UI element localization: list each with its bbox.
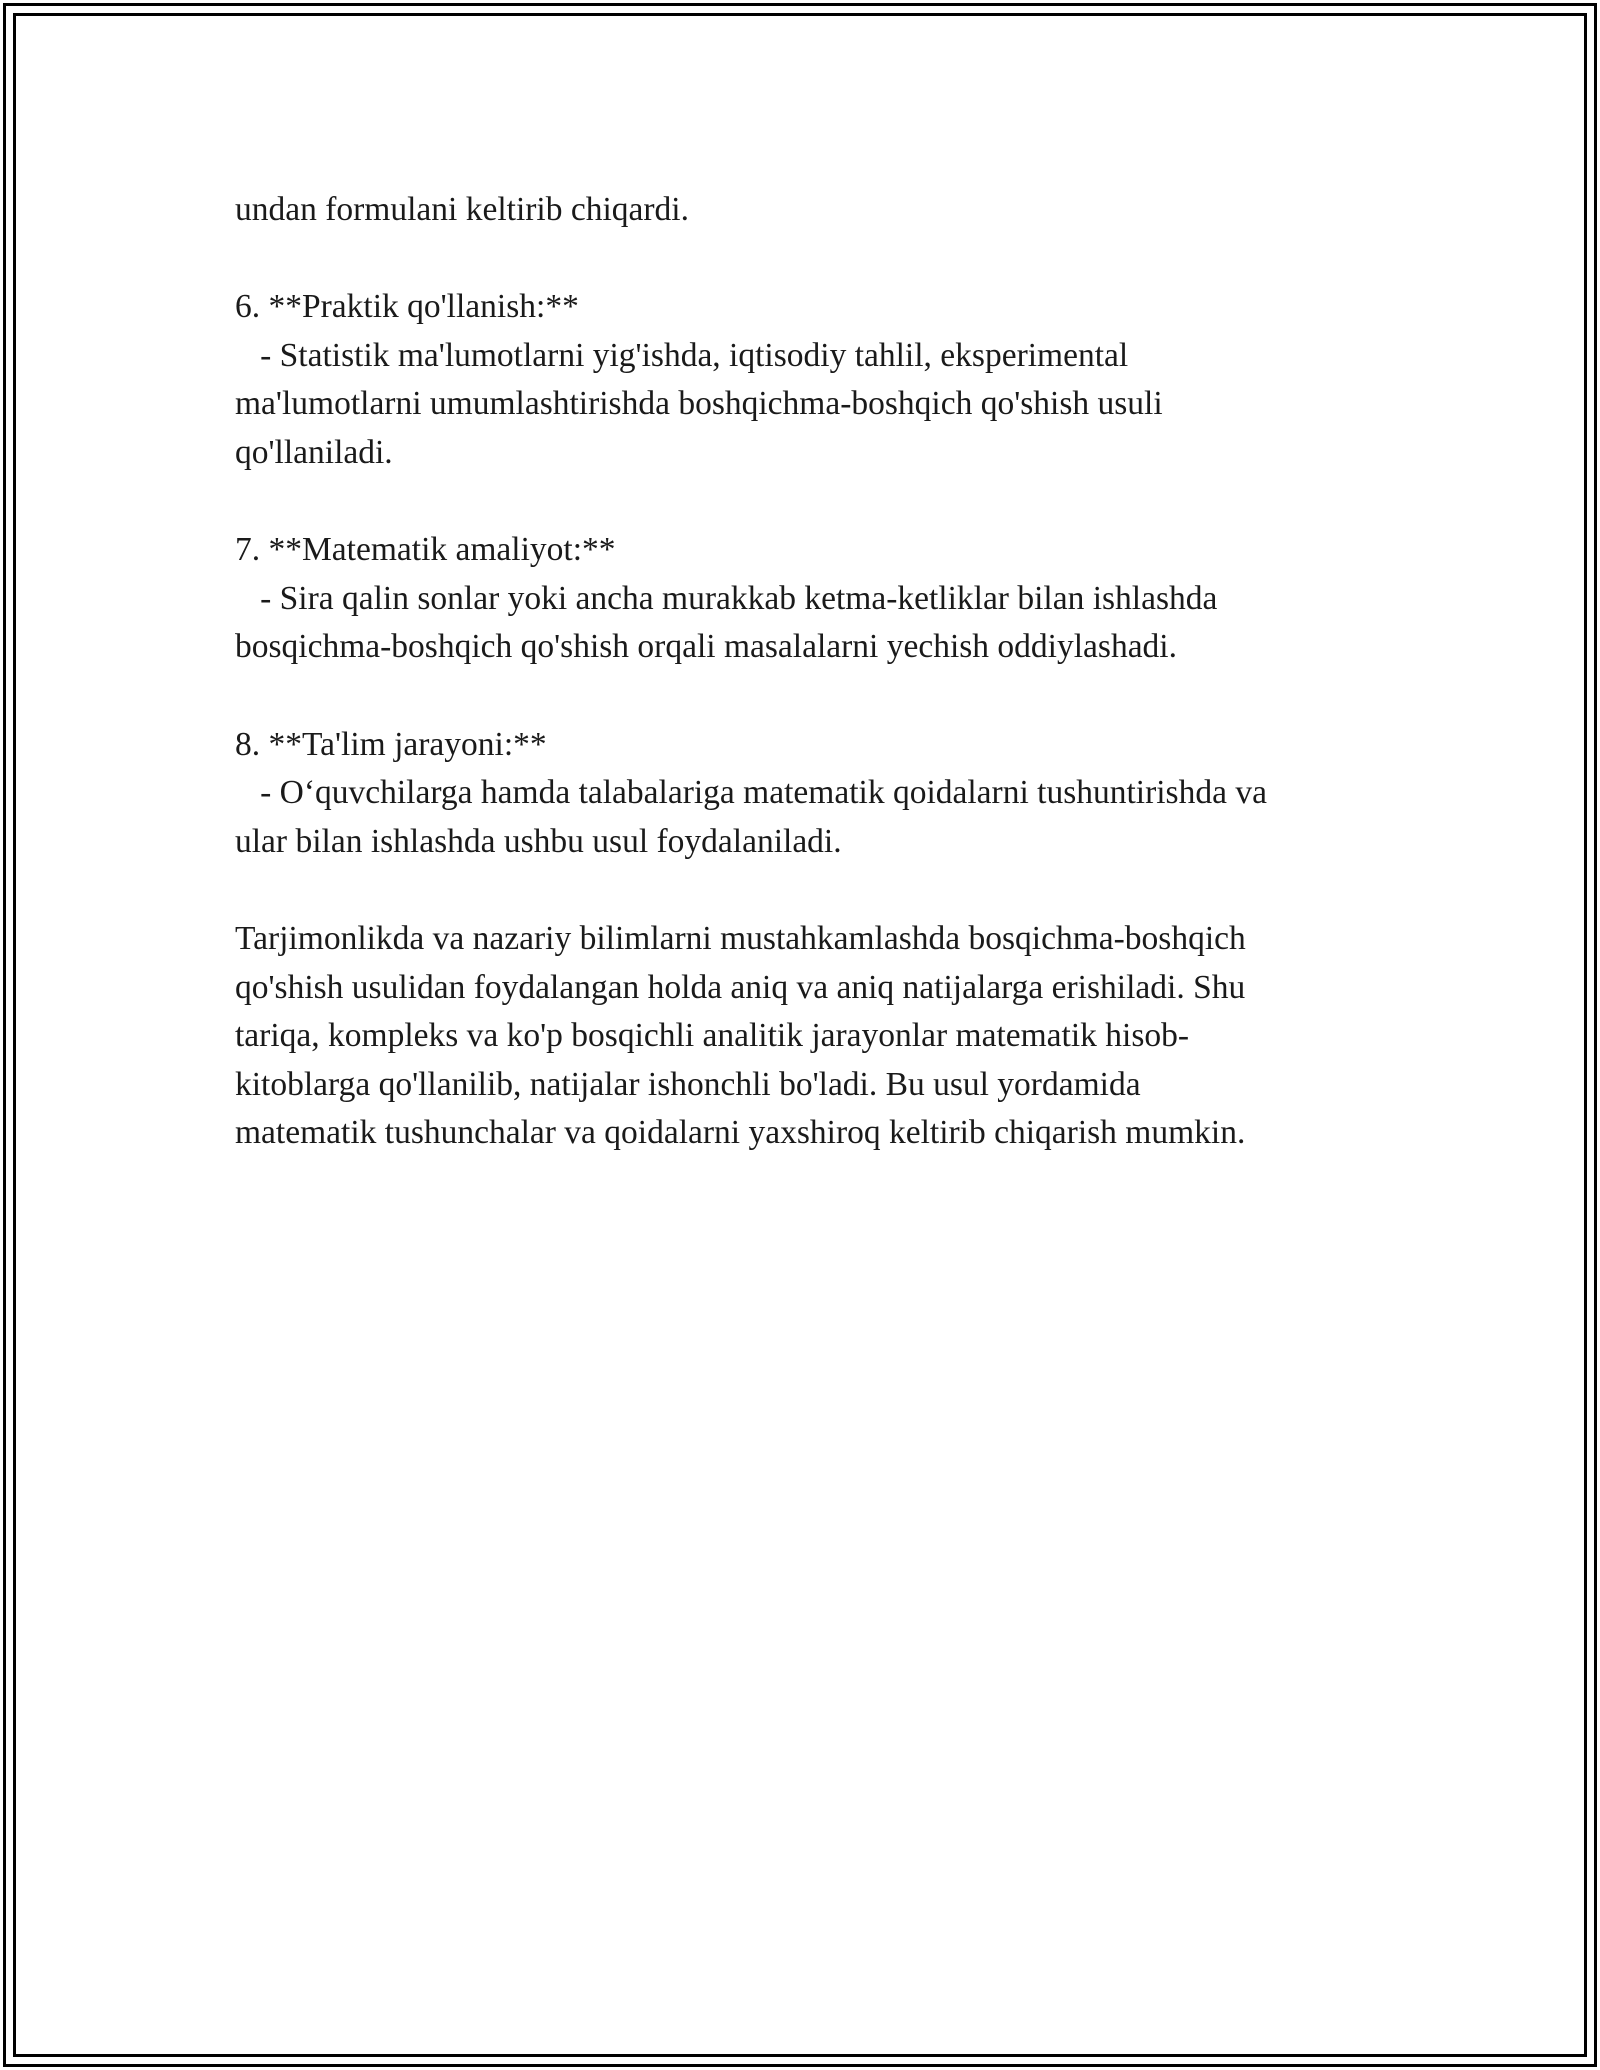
list-item	[235, 526, 1405, 672]
paragraph-gap	[235, 478, 1405, 527]
list-item-text: - O‘quvchilarga hamda talabalariga matematik qoidalarni tushuntirishda va ular bilan ishlashda ushbu usul foydalaniladi.	[235, 774, 1267, 860]
list-item	[235, 721, 1405, 867]
paragraph-gap	[235, 866, 1405, 915]
page-body	[235, 186, 1405, 1158]
list-item-text: - Sira qalin sonlar yoki ancha murakkab ketma-ketliklar bilan ishlashda bosqichma-boshqich qo'shish orqali masalalarni yechish oddiylashadi.	[235, 579, 1218, 666]
intro-line: undan formulani keltirib chiqardi.	[235, 191, 689, 228]
conclusion-paragraph: Tarjimonlikda va nazariy bilimlarni mustahkamlashda bosqichma-boshqich qo'shish usulidan foydalangan holda aniq va aniq natijalarga erishiladi. Shu tariqa, kompleks va ko'p bosqichli analitik jarayonlar matematik hisob- kitoblarga qo'llanilib, natijalar ishonchli bo'ladi. Bu usul yordamida matematik tushunchalar va qoidalarni yaxshiroq keltirib chiqarish mumkin.	[235, 919, 1246, 1152]
list-item-heading: 6. **Praktik qo'llanish:**	[235, 288, 579, 326]
list-item-text: - Statistik ma'lumotlarni yig'ishda, iqtisodiy tahlil, eksperimental ma'lumotlarni umumlashtirishda boshqichma-boshqich qo'shish usuli qo'llaniladi.	[235, 336, 1163, 471]
list-item-heading: 7. **Matematik amaliyot:**	[235, 531, 616, 569]
paragraph-gap	[235, 672, 1405, 721]
list-item-heading: 8. **Ta'lim jarayoni:**	[235, 725, 547, 763]
list-item	[235, 283, 1405, 477]
paragraph-gap	[235, 235, 1405, 284]
